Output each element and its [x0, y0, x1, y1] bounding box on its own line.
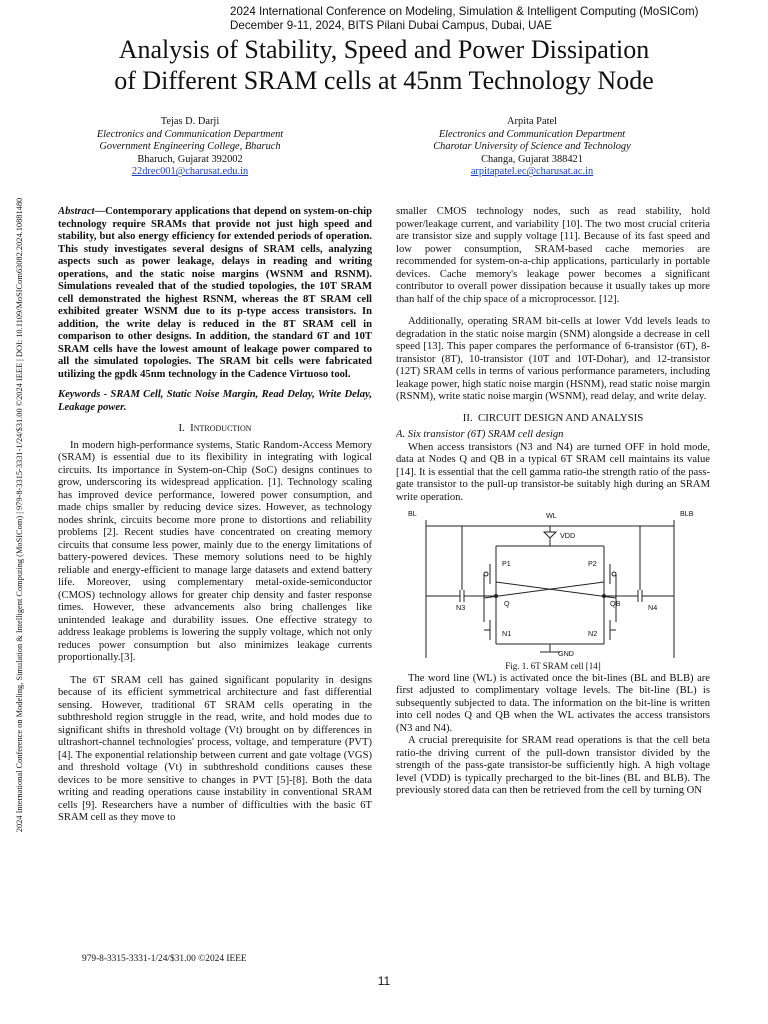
label-bl: BL [408, 509, 417, 518]
copyright-identifier: 979-8-3315-3331-1/24/$31.00 ©2024 IEEE [82, 954, 247, 964]
right-paragraph-1: smaller CMOS technology nodes, such as read stability, hold power/leakage current, and variability [10]. The two most crucial criteria are transistor size and supply voltage [11]. Because of its fast speed and low power consumption, SRAM-based cache memories are recommended for system-on-a-chip applications, particularly in portable devices. Cache memory's leakage power becomes a significant contributor to overall power dissipation because it usually takes up more than half of the chip space of a microprocessor. [12]. [396, 206, 710, 305]
conference-line-2: December 9-11, 2024, BITS Pilani Dubai Campus, Dubai, UAE [230, 19, 552, 32]
title-line-1: Analysis of Stability, Speed and Power Dissipation [118, 35, 650, 64]
label-blb: BLB [680, 509, 694, 518]
abstract-text: —Contemporary applications that depend on system-on-chip technology require SRAMs that provide not just high speed and stability, but also energy efficiency for extended periods of operation. This study investigates several designs of SRAM cells, analyzing aspects such as power leakage, delays in reading and writing operations, and the static noise margins (WSNM and RSNM). Simulations revealed that of the studied topologies, the 10T SRAM cell demonstrated the highest RSNM, whereas the 8T SRAM cell exhibited greater WSNM due to its p-type access transistors. In addition, the write delay is reduced in the 8T SRAM cell in comparison to other designs. In addition, the standard 6T and 10T SRAM cells have the lowest amount of leakage power compared to all the simulated topologies. The SRAM bit cells were fabricated utilizing the gpdk 45nm technology in the Cadence Virtuoso tool. [58, 206, 372, 380]
author-department: Electronics and Communication Department [96, 128, 284, 140]
page-number: 11 [377, 974, 391, 988]
author-location: Bharuch, Gujarat 392002 [137, 153, 243, 165]
label-p1: P1 [502, 559, 511, 568]
title-line-2: of Different SRAM cells at 45nm Technology Node [114, 66, 654, 95]
right-paragraph-4: The word line (WL) is activated once the bit-lines (BL and BLB) are first adjusted to complimentary voltage levels. The bit-line (BL) is subsequently subjected to data. The information on the bit-line is written into cell nodes Q and QB when the WL activates the access transistors (N3 and N4). [396, 672, 710, 734]
author-name: Arpita Patel [507, 116, 557, 127]
left-column [58, 206, 372, 938]
section-heading-circuit-design [396, 412, 710, 425]
author-location: Changa, Gujarat 388421 [481, 153, 583, 165]
author-block-2 [382, 116, 682, 179]
doi-sidebar [0, 150, 40, 880]
right-paragraph-3: When access transistors (N3 and N4) are turned OFF in hold mode, data at Nodes Q and QB in a typical 6T SRAM cell maintains its value [14]. It is essential that the cell gamma ratio-the strength ratio of the pass-gate transistor to the pull-up transistor-be suitably high during an SRAM write operation. [396, 441, 710, 503]
sram-schematic-svg [404, 510, 700, 660]
label-n4: N4 [648, 603, 658, 612]
section-numeral: II. [462, 411, 473, 424]
section-title: CIRCUIT DESIGN AND ANALYSIS [478, 411, 644, 424]
subsection-heading-6t: A. Six transistor (6T) SRAM cell design [396, 429, 564, 440]
abstract [58, 206, 372, 381]
vdd-symbol [544, 532, 556, 538]
label-wl: WL [546, 511, 557, 520]
section-title: Introduction [190, 422, 252, 434]
author-department: Electronics and Communication Department [438, 128, 626, 140]
intro-paragraph-1: In modern high-performance systems, Static Random-Access Memory (SRAM) is essential due to its flexibility in integrating with logical circuits. Its importance in System-on-Chip (SoC) designs continues to grow, underscoring its widespread application. [1]. Technology scaling has improved device performance, lowered power consumption, and made chips smaller by reducing device sizes. However, as technology nodes shrink, circuits become more prone to distortions and reliability problems [2]. Recent studies have concentrated on creating memory circuits that consume less power, mainly due to the energy limitations of battery-powered devices. These memory solutions need to be highly reliable and energy-efficient to manage large datasets and extend battery life. Moreover, using complementary metal-oxide-semiconductor (CMOS) technology allows for greater chip density and faster response times. However, these advancements also bring challenges like unintended leakage and durability issues. One effective strategy to address leakage problems is lowering the supply voltage, which not only reduces power consumption but also minimizes leakage currents proportionally.[3]. [58, 439, 372, 663]
label-n2: N2 [588, 629, 598, 638]
cross-couple-2 [496, 582, 616, 598]
section-numeral: I. [178, 422, 185, 434]
abstract-label: Abstract [58, 206, 95, 217]
doi-sidebar-text: 2024 International Conference on Modeling, Simulation & Intelligent Computing (MoSICom) | 979-8-3315-3331-1/24/$31.00 ©2024 IEEE | DOI: 10.1109/MoSICom63082.2024.10881480 [15, 197, 24, 833]
label-q: Q [504, 599, 510, 608]
author-organization: Charotar University of Science and Technology [433, 141, 631, 153]
figure-caption: Fig. 1. 6T SRAM cell [14] [505, 661, 601, 671]
label-n1: N1 [502, 629, 512, 638]
author-block-1 [40, 116, 340, 179]
keywords: Keywords - SRAM Cell, Static Noise Margin, Read Delay, Write Delay, Leakage power. [58, 389, 372, 413]
right-paragraph-2: Additionally, operating SRAM bit-cells at lower Vdd levels leads to degradation in the static noise margin (SNM) alongside a decrease in cell speed [13]. This paper compares the performance of 6-transistor (6T), 8-transistor (8T), 10-transistor (10T and 10T-Dohar), and 12-transistor (12T) SRAM cells in terms of various performance parameters, including leakage power, high static noise margin (HSNM), read static noise margin (RSNM), write static noise margin (WSNM), read delay, and write delay. [396, 316, 710, 402]
right-paragraph-5: A crucial prerequisite for SRAM read operations is that the cell beta ratio-the driving current of the pull-down transistor divided by the strength of the pass-gate transistor-be sufficiently high. A high voltage level (VDD) is typically precharged to the bit-lines (BL and BLB). The previously stored data can then be retrieved from the cell by turning ON [396, 735, 710, 796]
intro-paragraph-2: The 6T SRAM cell has gained significant popularity in designs because of its efficient symmetrical architecture and fast differential sensing. However, traditional 6T SRAM cells operating in the subthreshold region struggle in the read, write, and hold modes due to significant shifts in threshold voltage (Vt) brought on by differences in ultrashort-channel technologies' process, voltage, and temperature (PVT) [4]. The exponential relationship between current and gate voltage (VGS) and threshold voltage (Vt) in subthreshold conditions causes these devices to be more sensitive to changes in PVT [5]-[8]. Both the data writing and reading operations cause instability in conventional SRAM cells [9]. Researchers have a number of difficulties with the basic 6T SRAM cell as they move to [58, 674, 372, 823]
label-vdd: VDD [560, 531, 576, 540]
paper-title [0, 34, 768, 96]
conference-header [230, 5, 766, 33]
cross-couple-1 [484, 582, 604, 598]
author-email-link[interactable]: 22drec001@charusat.edu.in [131, 166, 249, 178]
right-column [396, 206, 710, 938]
author-email-link[interactable]: arpitapatel.ec@charusat.ac.in [470, 166, 594, 178]
label-gnd: GND [558, 649, 574, 658]
section-heading-introduction [58, 422, 372, 435]
conference-line-1: 2024 International Conference on Modeling, Simulation & Intelligent Computing (MoSICom) [230, 5, 699, 18]
author-organization: Government Engineering College, Bharuch [99, 141, 281, 153]
author-name: Tejas D. Darji [160, 116, 220, 127]
label-p2: P2 [588, 559, 597, 568]
figure-6t-sram-schematic [404, 510, 700, 660]
label-n3: N3 [456, 603, 466, 612]
label-qb: QB [610, 599, 621, 608]
